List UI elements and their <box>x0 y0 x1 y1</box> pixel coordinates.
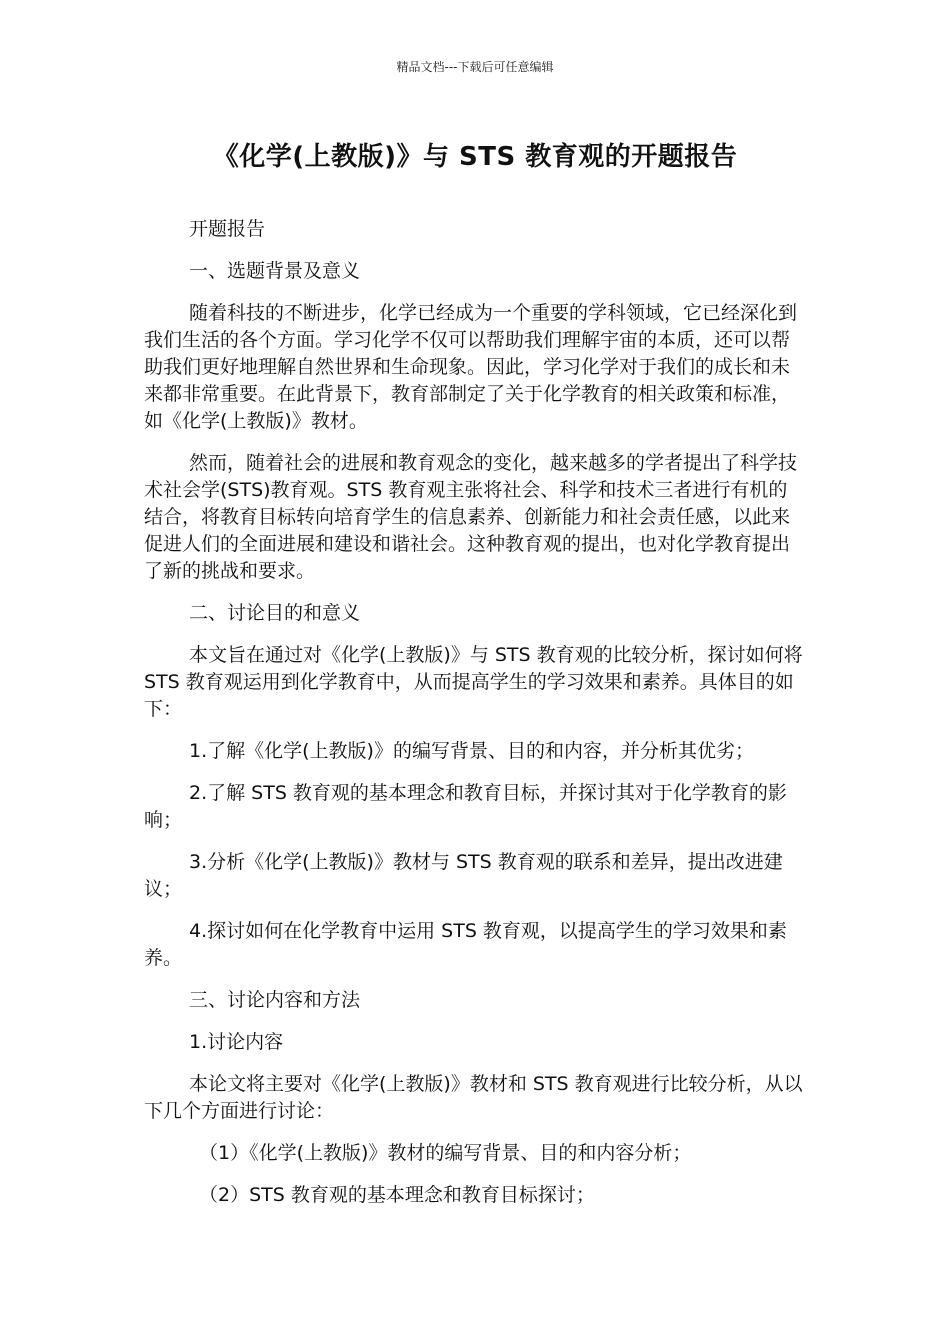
section-heading-3: 三、讨论内容和方法 <box>189 989 361 1011</box>
content-item-2: （2）STS 教育观的基本理念和教育目标探讨； <box>199 1184 595 1206</box>
report-label: 开题报告 <box>189 218 266 240</box>
page-header: 精品文档---下载后可任意编辑 <box>396 60 554 74</box>
paragraph-background: 随着科技的不断进步，化学已经成为一个重要的学科领域，它已经深化到我们生活的各个方面。学习化学不仅可以帮助我们理解宇宙的本质，还可以帮助我们更好地理解自然世界和生命现象。因此，学习化学对于我们的成长和未来都非常重要。在此背景下，教育部制定了关于化学教育的相关政策和标准，如《化学(上教版)》教材。 <box>144 302 798 432</box>
purpose-item-3: 3.分析《化学(上教版)》教材与 STS 教育观的联系和差异，提出改进建议； <box>144 851 783 900</box>
paragraph-sts: 然而，随着社会的进展和教育观念的变化，越来越多的学者提出了科学技术社会学(STS)教育观。STS 教育观主张将社会、科学和技术三者进行有机的结合，将教育目标转向培育学生的信息素养、创新能力和社会责任感，以此来促进人们的全面进展和建设和谐社会。这种教育观的提出，也对化学教育提出了新的挑战和要求。 <box>144 452 798 582</box>
section-heading-2: 二、讨论目的和意义 <box>189 602 361 624</box>
paragraph-purpose: 本文旨在通过对《化学(上教版)》与 STS 教育观的比较分析，探讨如何将 STS 教育观运用到化学教育中，从而提高学生的学习效果和素养。具体目的如下： <box>144 644 803 720</box>
paragraph-content: 本论文将主要对《化学(上教版)》教材和 STS 教育观进行比较分析，从以下几个方面进行讨论： <box>144 1073 803 1122</box>
document-body <box>144 216 804 1224</box>
purpose-item-2: 2.了解 STS 教育观的基本理念和教育目标，并探讨其对于化学教育的影响； <box>144 782 787 831</box>
purpose-item-1: 1.了解《化学(上教版)》的编写背景、目的和内容，并分析其优劣； <box>189 740 754 762</box>
content-item-1: （1）《化学(上教版)》教材的编写背景、目的和内容分析； <box>199 1142 692 1164</box>
subheading-content: 1.讨论内容 <box>189 1031 284 1053</box>
document-title: 《化学(上教版)》与 STS 教育观的开题报告 <box>212 142 738 172</box>
section-heading-1: 一、选题背景及意义 <box>189 260 361 282</box>
purpose-item-4: 4.探讨如何在化学教育中运用 STS 教育观，以提高学生的学习效果和素养。 <box>144 920 787 969</box>
